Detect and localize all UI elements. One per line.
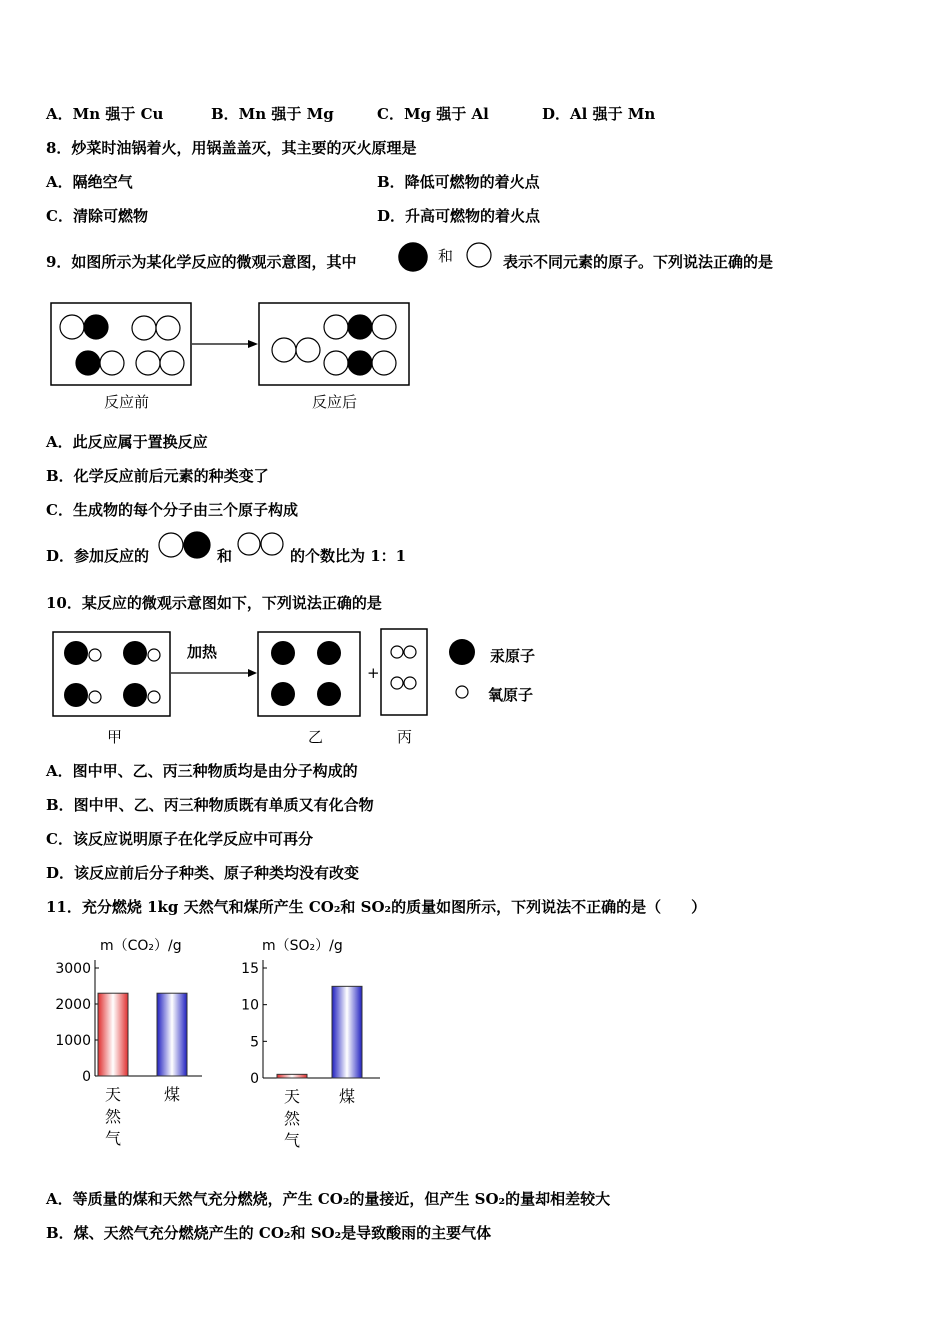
y-axis-label: m（CO₂）/g — [100, 938, 182, 954]
x-tick-label: 煤 — [163, 1085, 181, 1104]
mercury-oxide-molecule — [123, 683, 160, 707]
box-bing — [381, 629, 427, 715]
q10-option-d: D．该反应前后分子种类、原子种类均没有改变 — [46, 864, 360, 882]
triatomic-molecule — [324, 351, 396, 375]
x-tick-label: 天然气 — [283, 1087, 301, 1150]
mercury-atom — [271, 641, 295, 665]
light-molecule-icon — [236, 531, 288, 559]
y-tick-label: 0 — [82, 1069, 91, 1085]
y-axis-label: m（SO₂）/g — [262, 938, 343, 954]
label-before: 反应前 — [104, 393, 150, 411]
arrow-head — [248, 340, 258, 348]
q10-stem: 10．某反应的微观示意图如下，下列说法正确的是 — [46, 594, 382, 612]
heat-label: 加热 — [187, 643, 218, 661]
triatomic-molecule — [324, 315, 396, 339]
x-tick-label: 煤 — [338, 1087, 356, 1106]
mercury-atom — [317, 641, 341, 665]
q7-option-d: D．Al 强于 Mn — [542, 105, 656, 123]
label-jia: 甲 — [107, 728, 123, 746]
q9-option-a: A．此反应属于置换反应 — [46, 433, 208, 451]
q11-stem: 11．充分燃烧 1kg 天然气和煤所产生 CO₂和 SO₂的质量如图所示，下列说法不正确的是（ ） — [46, 898, 707, 916]
q8-option-a: A．隔绝空气 — [46, 173, 133, 191]
mercury-atom — [271, 682, 295, 706]
q9-option-b: B．化学反应前后元素的种类变了 — [46, 467, 269, 485]
legend-mercury-icon — [449, 639, 475, 665]
arrow-head — [248, 669, 257, 677]
light-molecule — [136, 351, 184, 375]
plus-sign: + — [367, 664, 380, 682]
q9-stem-part2: 表示不同元素的原子。下列说法正确的是 — [503, 253, 774, 271]
q7-option-b: B．Mn 强于 Mg — [211, 105, 334, 123]
legend-oxygen-icon — [456, 686, 468, 698]
mixed-molecule — [76, 351, 124, 375]
q8-option-c: C．清除可燃物 — [46, 207, 148, 225]
q9-option-d-suffix: 的个数比为 1：1 — [290, 547, 407, 565]
mercury-atom — [317, 682, 341, 706]
y-tick-label: 2000 — [55, 997, 91, 1013]
x-tick-label: 天然气 — [104, 1085, 122, 1148]
oxygen-molecule — [391, 677, 416, 689]
q9-option-d-and: 和 — [217, 547, 233, 565]
q10-option-c: C．该反应说明原子在化学反应中可再分 — [46, 830, 313, 848]
bar-natural-gas — [98, 993, 128, 1076]
dark-atom-icon — [396, 240, 432, 276]
mixed-molecule-icon — [157, 530, 215, 562]
co2-bar-chart — [40, 930, 230, 1160]
mercury-oxide-molecule — [123, 641, 160, 665]
y-tick-label: 3000 — [55, 961, 91, 977]
light-atom-icon — [464, 240, 496, 272]
label-yi: 乙 — [308, 728, 324, 746]
box-yi — [258, 632, 360, 716]
so2-bar-chart — [230, 930, 400, 1160]
q11-option-b: B．煤、天然气充分燃烧产生的 CO₂和 SO₂是导致酸雨的主要气体 — [46, 1224, 492, 1242]
mercury-oxide-molecule — [64, 683, 101, 707]
q10-option-b: B．图中甲、乙、丙三种物质既有单质又有化合物 — [46, 796, 374, 814]
bar-coal — [332, 986, 362, 1078]
y-tick-label: 10 — [241, 997, 259, 1014]
mixed-molecule — [60, 315, 108, 339]
legend-mercury-label: 汞原子 — [490, 647, 536, 665]
bar-natural-gas — [277, 1074, 307, 1078]
y-tick-label: 0 — [250, 1071, 259, 1087]
light-molecule — [132, 316, 180, 340]
q9-option-c: C．生成物的每个分子由三个原子构成 — [46, 501, 298, 519]
y-tick-label: 1000 — [55, 1033, 91, 1049]
label-bing: 丙 — [397, 728, 413, 746]
y-tick-label: 15 — [241, 961, 259, 977]
q8-option-b: B．降低可燃物的着火点 — [377, 173, 540, 191]
q10-reaction-diagram — [52, 628, 552, 720]
q9-stem-part1: 9．如图所示为某化学反应的微观示意图，其中 — [46, 253, 357, 271]
mercury-oxide-molecule — [64, 641, 101, 665]
light-molecule — [272, 338, 320, 362]
q9-option-d-prefix: D．参加反应的 — [46, 547, 150, 565]
q8-stem: 8．炒菜时油锅着火，用锅盖盖灭，其主要的灭火原理是 — [46, 139, 417, 157]
q7-option-a: A．Mn 强于 Cu — [46, 105, 164, 123]
q7-option-c: C．Mg 强于 Al — [377, 105, 489, 123]
q10-option-a: A．图中甲、乙、丙三种物质均是由分子构成的 — [46, 762, 358, 780]
bar-coal — [157, 993, 187, 1076]
y-tick-label: 5 — [250, 1034, 259, 1051]
q11-option-a: A．等质量的煤和天然气充分燃烧，产生 CO₂的量接近，但产生 SO₂的量却相差较大 — [46, 1190, 611, 1208]
q9-stem-and: 和 — [438, 247, 454, 265]
oxygen-molecule — [391, 646, 416, 658]
legend-oxygen-label: 氧原子 — [488, 686, 534, 704]
label-after: 反应后 — [312, 393, 358, 411]
q8-option-d: D．升高可燃物的着火点 — [377, 207, 541, 225]
